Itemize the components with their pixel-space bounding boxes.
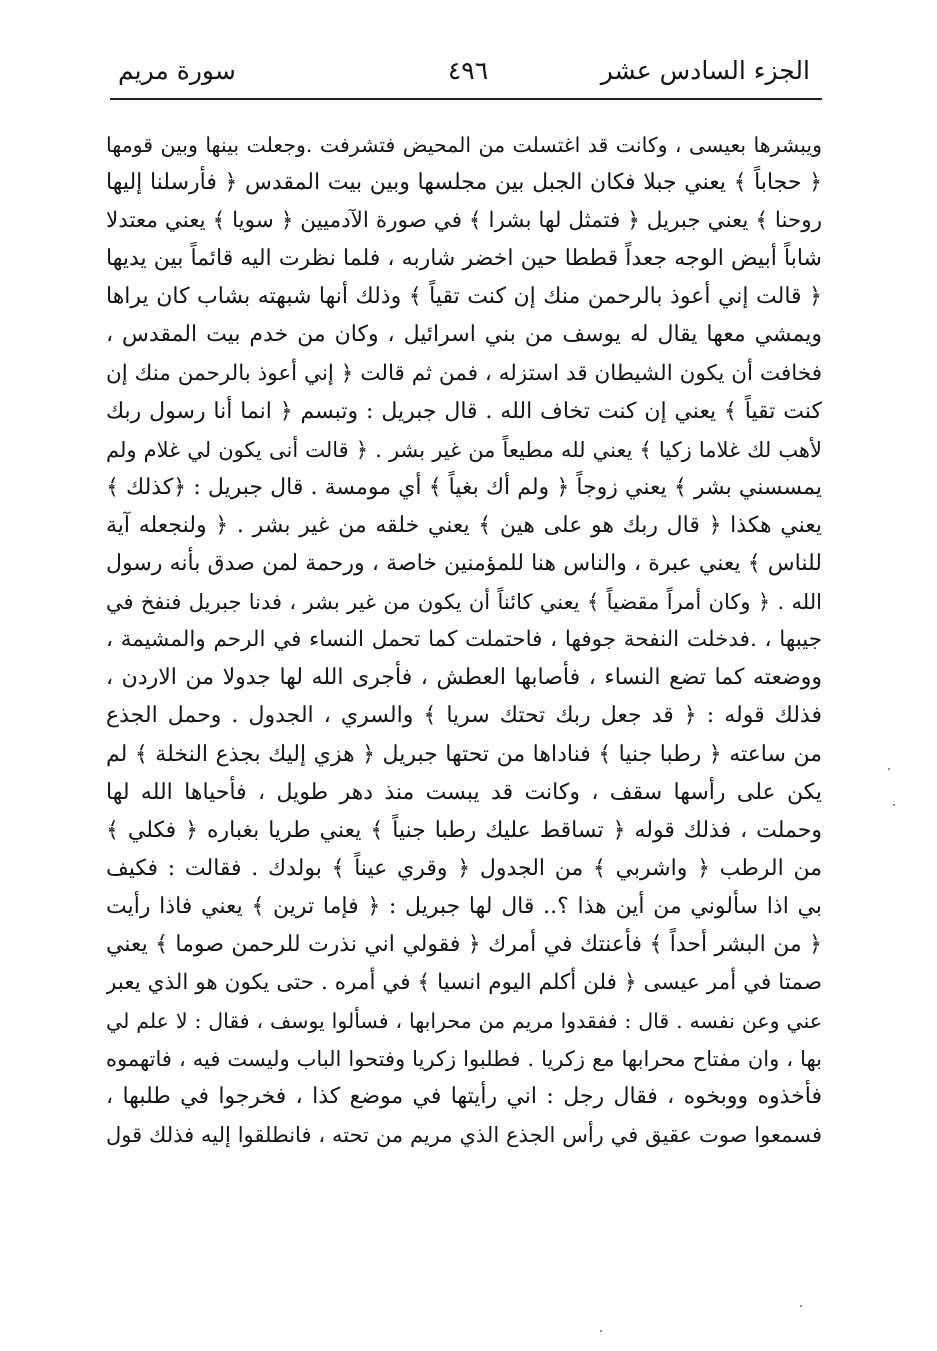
- text-line: يكن على رأسها سقف ، وكانت قد يبست منذ دهر طويل ، فأحياها الله لها: [106, 779, 822, 805]
- text-line: صمتا في أمر عيسى ﴿ فلن أكلم اليوم انسيا ﴾ في أمره . حتى يكون هو الذي يعبر: [106, 970, 822, 996]
- text-line: بي اذا سألوني من أين هذا ؟.. قال لها جبريل : ﴿ فإما ترين ﴾ يعني فاذا رأيت: [106, 893, 822, 919]
- text-line: شاباً أبيض الوجه جعداً قططا حين اخضر شاربه ، فلما نظرت اليه قائماً بين يديها: [106, 246, 822, 272]
- text-line: الله . ﴿ وكان أمراً مقضياً ﴾ يعني كائناً أن يكون من غير بشر ، فدنا جبريل فنفخ في: [106, 590, 822, 615]
- scan-speck: [800, 1305, 802, 1307]
- text-line: يمسسني بشر ﴾ يعني زوجاً ﴿ ولم أك بغياً ﴾ أي مومسة . قال جبريل : ﴿كذلك ﴾: [106, 474, 822, 500]
- text-line: ويمشي معها يقال له يوسف من بني اسرائيل ، وكان من خدم بيت المقدس ،: [106, 322, 822, 348]
- text-line: عني وعن نفسه . قال : ففقدوا مريم من محرابها ، فسألوا يوسف ، فقال : لا علم لي: [106, 1009, 822, 1034]
- page-header: [118, 52, 818, 96]
- scan-speck: [888, 768, 890, 770]
- text-line: كنت تقياً ﴾ يعني إن كنت تخاف الله . قال جبريل : وتبسم ﴿ انما أنا رسول ربك: [106, 398, 822, 424]
- text-line: فأخذوه ووبخوه ، فقال رجل : اني رأيتها في موضع كذا ، فخرجوا في طلبها ،: [106, 1084, 822, 1110]
- text-line: لأهب لك غلاما زكيا ﴾ يعني لله مطيعاً من غير بشر . ﴿ قالت أنى يكون لي غلام ولم: [106, 437, 822, 462]
- text-line: فذلك قوله : ﴿ قد جعل ربك تحتك سريا ﴾ والسري ، الجدول . وحمل الجذع: [106, 703, 822, 729]
- text-line: ﴿ قالت إني أعوذ بالرحمن منك إن كنت تقياً ﴾ وذلك أنها شبهته بشاب كان يراها: [106, 284, 822, 310]
- running-head-part: الجزء السادس عشر: [600, 56, 810, 85]
- running-head-surah: سورة مريم: [118, 56, 236, 85]
- text-line: من الرطب ﴿ واشربي ﴾ من الجدول ﴿ وقري عيناً ﴾ بولدك . فقالت : فكيف: [106, 855, 822, 881]
- text-line: فسمعوا صوت عقيق في رأس الجذع الذي مريم من تحته ، فانطلقوا إليه فذلك قول: [106, 1123, 822, 1148]
- text-line: من ساعته ﴿ رطبا جنيا ﴾ فناداها من تحتها جبريل ﴿ هزي إليك بجذع النخلة ﴾ لم: [106, 741, 822, 767]
- text-line: ﴿ حجاباً ﴾ يعني جبلا فكان الجبل بين مجلسها وبين بيت المقدس ﴿ فأرسلنا إليها: [106, 170, 822, 196]
- text-line: بها ، وان مفتاح محرابها مع زكريا . فطلبوا زكريا وفتحوا الباب وليست فيه ، فاتهموه: [106, 1047, 822, 1072]
- page-number: ٤٩٦: [447, 56, 489, 85]
- text-line: للناس ﴾ يعني عبرة ، والناس هنا للمؤمنين خاصة ، ورحمة لمن صدق بأنه رسول: [106, 551, 822, 577]
- text-line: جيبها ، .فدخلت النفحة جوفها ، فاحتملت كما تحمل النساء في الرحم والمشيمة ،: [106, 627, 822, 653]
- text-line: فخافت أن يكون الشيطان قد استزله ، فمن ثم قالت ﴿ إني أعوذ بالرحمن منك إن: [106, 360, 822, 386]
- scan-speck: [600, 1330, 602, 1332]
- scan-speck: [893, 804, 895, 806]
- text-line: يعني هكذا ﴿ قال ربك هو على هين ﴾ يعني خلقه من غير بشر . ﴿ ولنجعله آية: [106, 512, 822, 538]
- text-line: ويبشرها بعيسى ، وكانت قد اغتسلت من المحيض فتشرفت .وجعلت بينها وبين قومها: [106, 133, 822, 157]
- text-line: ووضعته كما تضع النساء ، فأصابها العطش ، فأجرى الله لها جدولا من الاردن ،: [106, 665, 822, 691]
- header-rule: [110, 98, 822, 100]
- body-text: [106, 126, 822, 1155]
- text-line: وحملت ، فذلك قوله ﴿ تساقط عليك رطبا جنياً ﴾ يعني طريا بغباره ﴿ فكلي ﴾: [106, 817, 822, 843]
- text-line: روحنا ﴾ يعني جبريل ﴿ فتمثل لها بشرا ﴾ في صورة الآدميين ﴿ سويا ﴾ يعني معتدلا: [106, 208, 822, 234]
- text-line: ﴿ من البشر أحداً ﴾ فأعنتك في أمرك ﴿ فقولي اني نذرت للرحمن صوما ﴾ يعني: [106, 931, 822, 957]
